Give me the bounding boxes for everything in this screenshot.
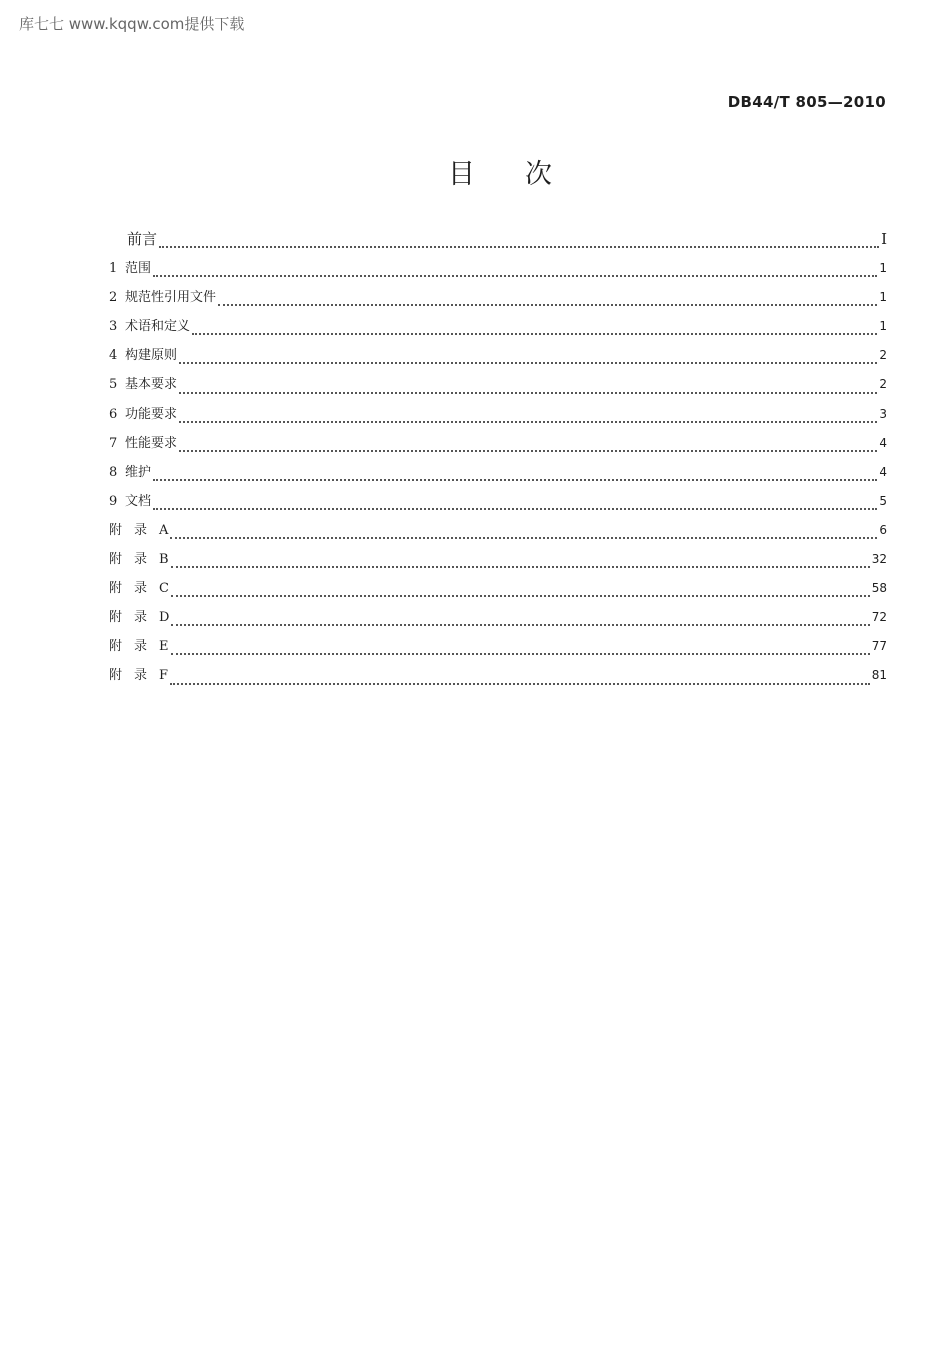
title-char-1: 目 [448, 159, 475, 190]
toc-entry-label: 基本要求 [125, 377, 178, 393]
toc-entry-number: 4 [109, 348, 118, 364]
toc-entry-number: 2 [109, 290, 118, 306]
annex-letter: A [159, 522, 169, 538]
toc-entry[interactable] [109, 257, 887, 286]
toc-entry-label: 维护 [125, 464, 152, 480]
toc-entry-annex-c[interactable] [109, 577, 887, 606]
page-title [0, 152, 950, 191]
toc-entry-page: 77 [871, 639, 887, 654]
dot-leader [179, 361, 877, 364]
dot-leader [179, 449, 877, 452]
toc-entry-label: 规范性引用文件 [125, 290, 217, 306]
toc-entry-page: 2 [879, 348, 887, 363]
annex-letter: F [159, 668, 169, 684]
toc-entry-annex-e[interactable] [109, 635, 887, 664]
toc-entry-page: I [881, 230, 887, 248]
toc-entry-page: 3 [879, 406, 887, 421]
dot-leader [218, 303, 877, 306]
toc-entry-label: 性能要求 [125, 435, 178, 451]
dot-leader [153, 274, 877, 277]
toc-entry-page: 81 [871, 668, 887, 683]
toc-entry-number: 9 [109, 493, 118, 509]
toc-entry-label: 术语和定义 [125, 319, 191, 335]
annex-label: 附录 [109, 581, 160, 597]
toc-entry-page: 4 [879, 464, 887, 479]
annex-letter: B [159, 552, 169, 568]
dot-leader [179, 391, 877, 394]
dot-leader [159, 245, 879, 248]
dot-leader [179, 420, 877, 423]
toc-entry-annex-a[interactable] [109, 519, 887, 548]
toc-entry[interactable] [109, 315, 887, 344]
toc-entry-number: 7 [109, 435, 118, 451]
toc-entry-page: 1 [879, 319, 887, 334]
dot-leader [192, 332, 877, 335]
toc-entry-page: 1 [879, 290, 887, 305]
annex-letter: E [159, 639, 169, 655]
toc-entry-annex-d[interactable] [109, 606, 887, 635]
toc-entry[interactable] [109, 432, 887, 461]
toc-entry-page: 32 [871, 552, 887, 567]
toc-entry[interactable] [109, 403, 887, 432]
dot-leader [171, 652, 870, 655]
annex-label: 附录 [109, 668, 160, 684]
dot-leader [171, 594, 870, 597]
toc-entry-page: 58 [871, 581, 887, 596]
annex-label: 附录 [109, 610, 160, 626]
toc-entry-page: 1 [879, 261, 887, 276]
watermark-text: 库七七 www.kqqw.com提供下载 [19, 15, 245, 33]
toc-entry-number: 6 [109, 406, 118, 422]
annex-label: 附录 [109, 522, 160, 538]
toc-entry-annex-b[interactable] [109, 548, 887, 577]
dot-leader [171, 565, 870, 568]
table-of-contents [109, 228, 887, 694]
toc-entry[interactable] [109, 373, 887, 402]
toc-entry-preface[interactable] [109, 228, 887, 257]
toc-entry-label: 功能要求 [125, 406, 178, 422]
toc-entry[interactable] [109, 344, 887, 373]
toc-entry-page: 5 [879, 493, 887, 508]
toc-entry-page: 6 [879, 522, 887, 537]
dot-leader [153, 478, 877, 481]
dot-leader [153, 507, 877, 510]
toc-entry[interactable] [109, 461, 887, 490]
annex-label: 附录 [109, 552, 160, 568]
toc-entry-label: 构建原则 [125, 348, 178, 364]
toc-entry-page: 72 [871, 610, 887, 625]
toc-entry-number: 1 [109, 261, 118, 277]
toc-entry[interactable] [109, 490, 887, 519]
annex-letter: C [159, 581, 169, 597]
toc-entry-annex-f[interactable] [109, 664, 887, 693]
toc-entry-label: 范围 [125, 261, 152, 277]
annex-letter: D [159, 610, 170, 626]
toc-entry-number: 3 [109, 319, 118, 335]
toc-entry-number: 8 [109, 464, 118, 480]
dot-leader [171, 623, 869, 626]
toc-entry-number: 5 [109, 377, 118, 393]
toc-entry-page: 2 [879, 377, 887, 392]
document-number: DB44/T 805—2010 [727, 93, 886, 111]
toc-entry-page: 4 [879, 435, 887, 450]
toc-entry-label: 前言 [127, 230, 158, 248]
toc-entry[interactable] [109, 286, 887, 315]
dot-leader [170, 682, 870, 685]
title-char-2: 次 [525, 159, 552, 190]
toc-entry-label: 文档 [125, 493, 152, 509]
dot-leader [170, 536, 877, 539]
annex-label: 附录 [109, 639, 160, 655]
